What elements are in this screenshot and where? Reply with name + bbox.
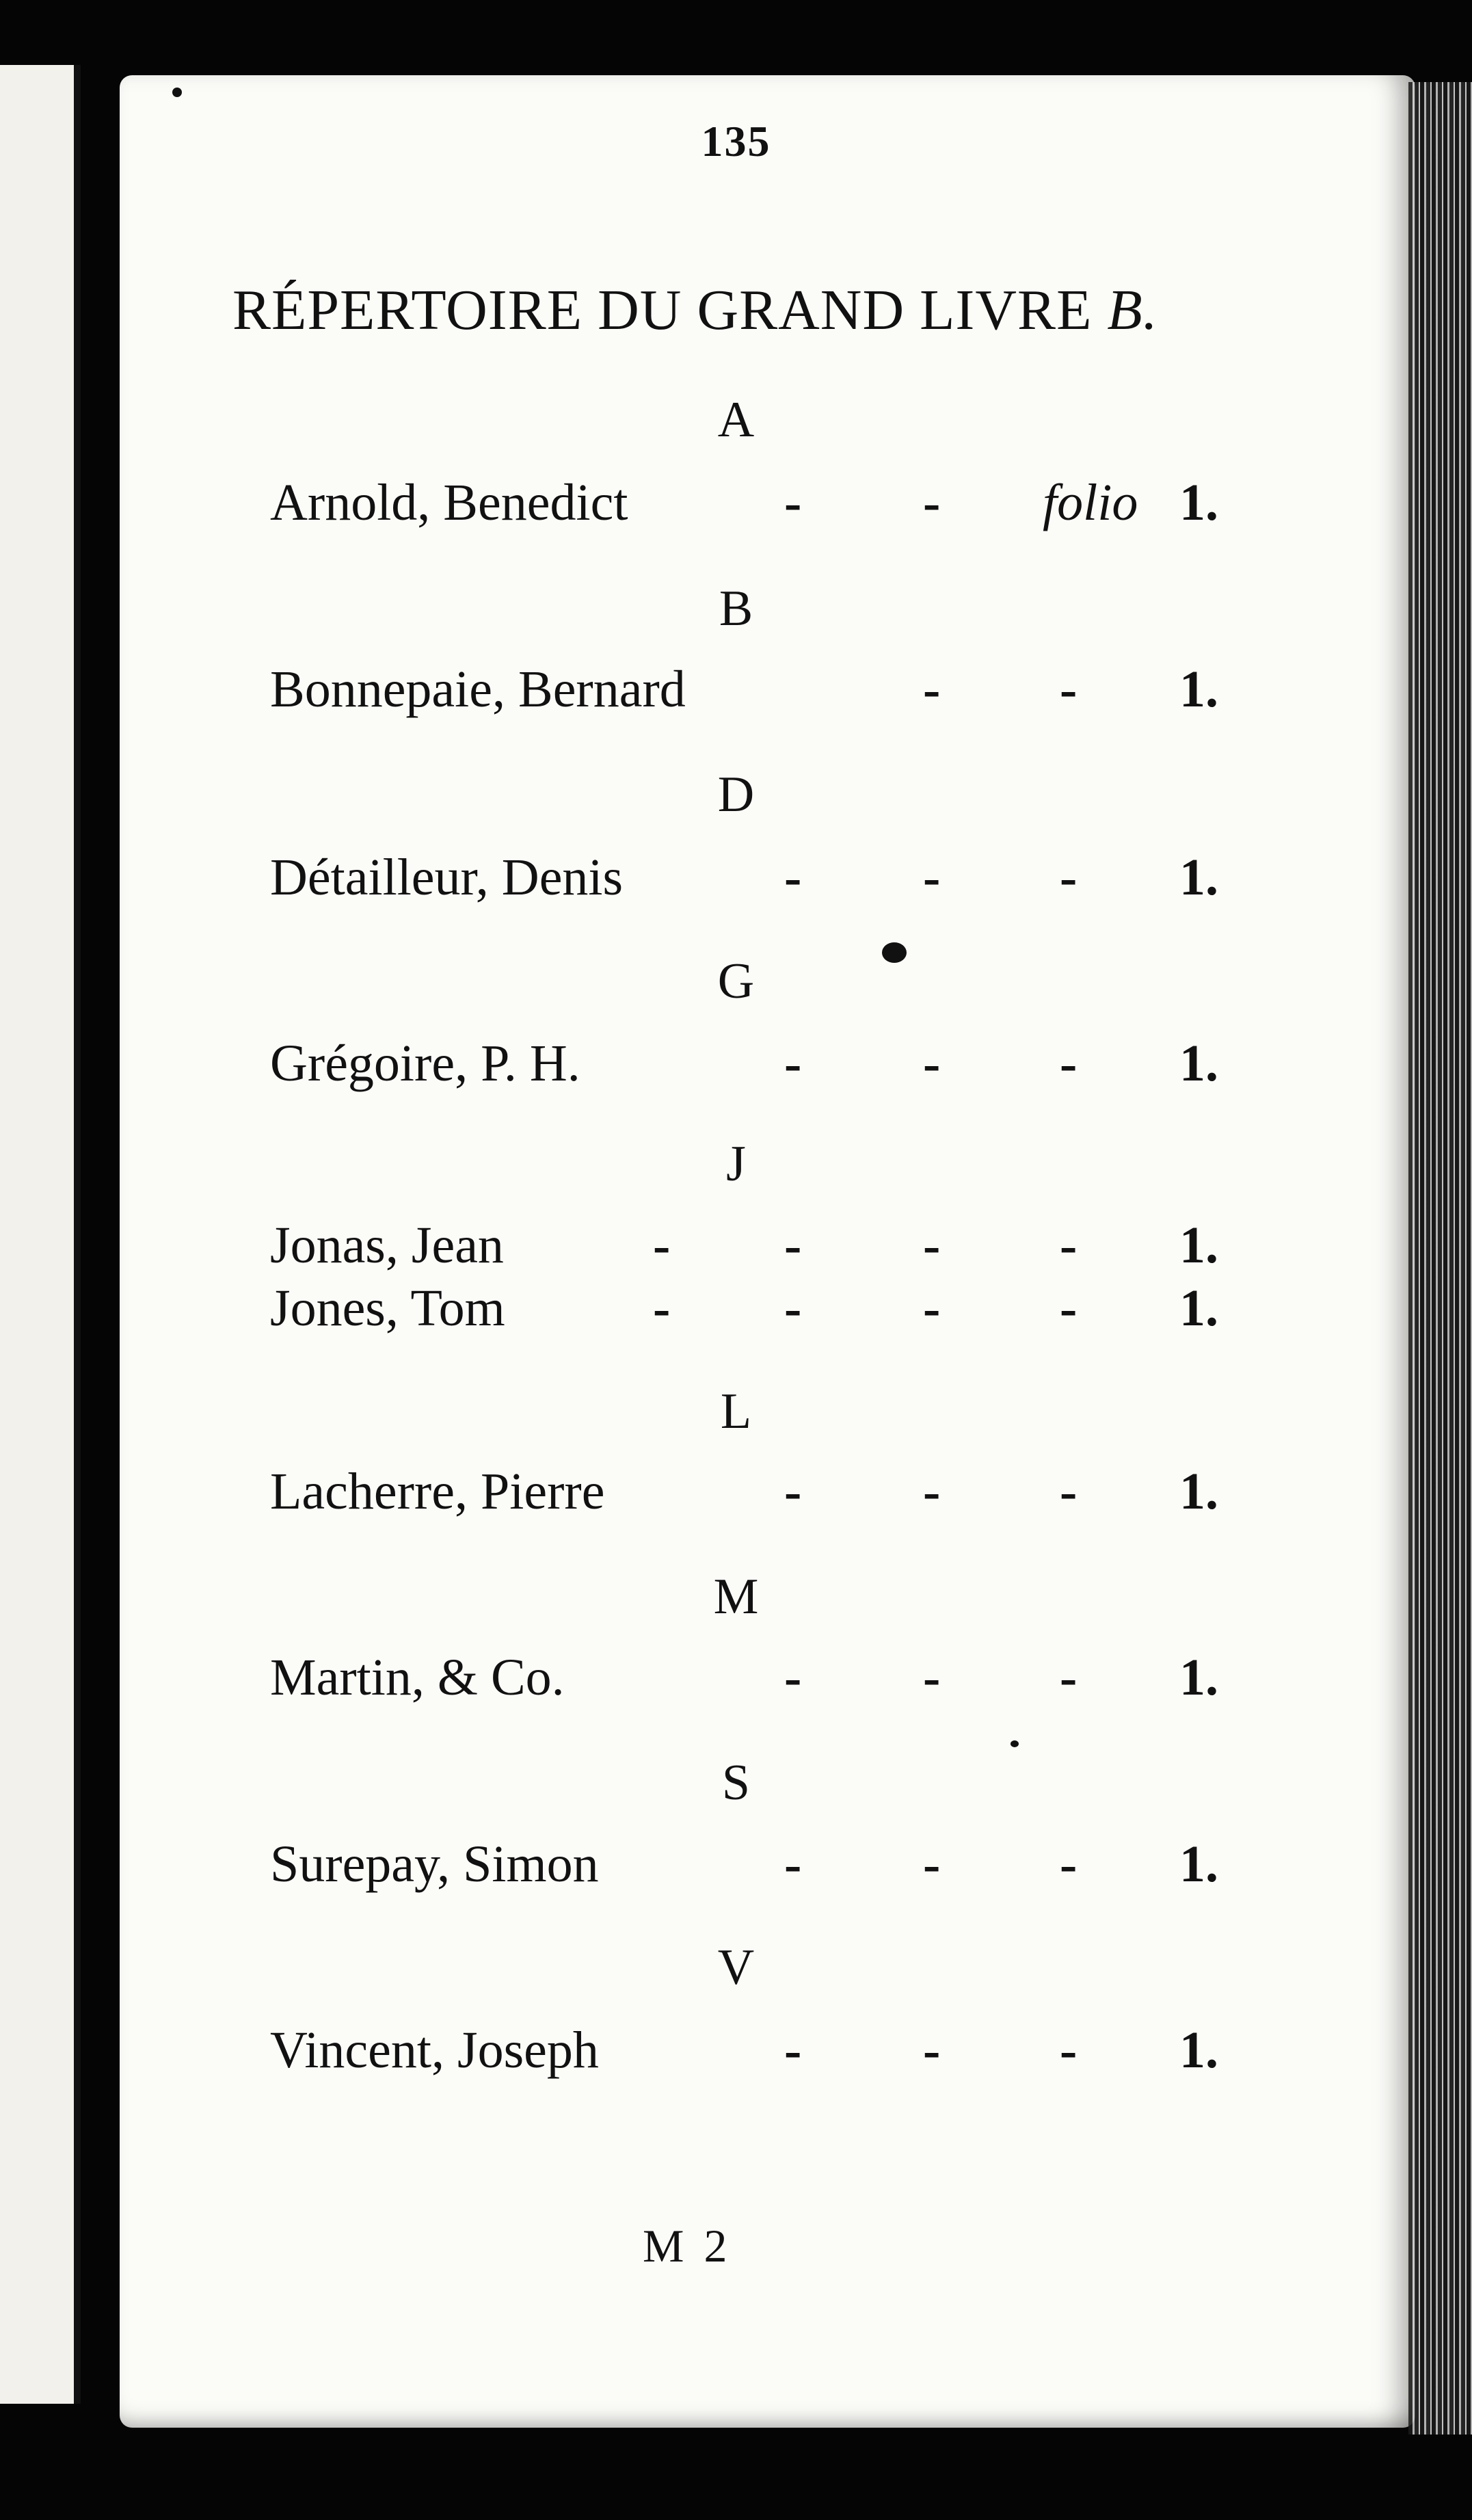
leader-dash: - [923,1649,941,1706]
leader-dash: - [923,1217,941,1274]
leader-dash: - [1060,1463,1078,1520]
section-letter-b: B [719,581,753,637]
section-letter-m: M [713,1569,759,1625]
folio-number: 1. [1179,1217,1218,1274]
leader-dash: - [1060,2021,1078,2079]
leader-dash: - [784,2021,802,2079]
index-entry [270,1279,1241,1340]
leader-dash: - [784,1835,802,1893]
section-letter-d: D [717,767,755,823]
leader-dash: - [1060,661,1078,718]
leader-dash: - [923,1279,941,1337]
leader-dash: - [784,1649,802,1706]
title-main: RÉPERTOIRE DU GRAND LIVRE [232,278,1093,342]
entry-name: Jones, Tom [270,1279,505,1337]
entry-name: Surepay, Simon [270,1835,599,1893]
folio-label: folio [1043,474,1138,531]
leader-dash: - [784,1035,802,1092]
leader-dash: - [784,849,802,906]
entry-name: Martin, & Co. [270,1649,565,1706]
section-letter-l: L [720,1383,752,1440]
leader-dash: - [923,474,941,531]
leader-dash: - [1060,1835,1078,1893]
folio-number: 1. [1179,1835,1218,1893]
folio-number: 1. [1179,474,1218,531]
section-letter-a: A [717,392,755,448]
page-title [232,277,1299,343]
index-entry [270,660,1241,721]
section-letter-j: J [726,1136,746,1192]
folio-number: 1. [1179,2021,1218,2079]
leader-dash: - [923,1035,941,1092]
ink-speck [882,942,907,963]
index-entry [270,1648,1241,1710]
leader-dash: - [1060,1217,1078,1274]
signature-mark: M 2 [643,2220,732,2272]
leader-dash: - [1060,1649,1078,1706]
index-entry [270,848,1241,910]
folio-number: 1. [1179,1279,1218,1337]
folio-number: 1. [1179,1649,1218,1706]
leader-dash: - [1060,1035,1078,1092]
title-volume: B. [1107,278,1158,342]
entry-name: Détailleur, Denis [270,849,624,906]
leader-dash: - [784,474,802,531]
index-entry [270,1462,1241,1524]
folio-number: 1. [1179,1035,1218,1092]
index-entry [270,473,1241,535]
leader-dash: - [1060,1279,1078,1337]
entry-name: Jonas, Jean [270,1217,504,1274]
entry-name: Arnold, Benedict [270,474,628,531]
leader-dash: - [1060,849,1078,906]
section-letter-g: G [717,953,755,1009]
leader-dash: - [653,1279,671,1337]
index-entry [270,1835,1241,1896]
leader-dash: - [923,849,941,906]
leader-dash: - [784,1463,802,1520]
folio-number: 1. [1179,1463,1218,1520]
section-letter-v: V [717,1939,755,1995]
entry-name: Bonnepaie, Bernard [270,661,686,718]
entry-name: Lacherre, Pierre [270,1463,605,1520]
section-letter-s: S [721,1755,751,1811]
index-entry [270,1034,1241,1096]
leader-dash: - [784,1279,802,1337]
folio-number: 1. [1179,849,1218,906]
entry-name: Vincent, Joseph [270,2021,599,2079]
ink-speck [1011,1740,1019,1747]
leader-dash: - [923,1835,941,1893]
ink-speck [172,88,182,97]
folio-number: 1. [1179,661,1218,718]
entry-name: Grégoire, P. H. [270,1035,580,1092]
leader-dash: - [923,2021,941,2079]
index-entry [270,2021,1241,2082]
leader-dash: - [923,661,941,718]
leader-dash: - [784,1217,802,1274]
leader-dash: - [923,1463,941,1520]
page-number: 135 [701,117,771,165]
index-entry [270,1216,1241,1277]
leader-dash: - [653,1217,671,1274]
